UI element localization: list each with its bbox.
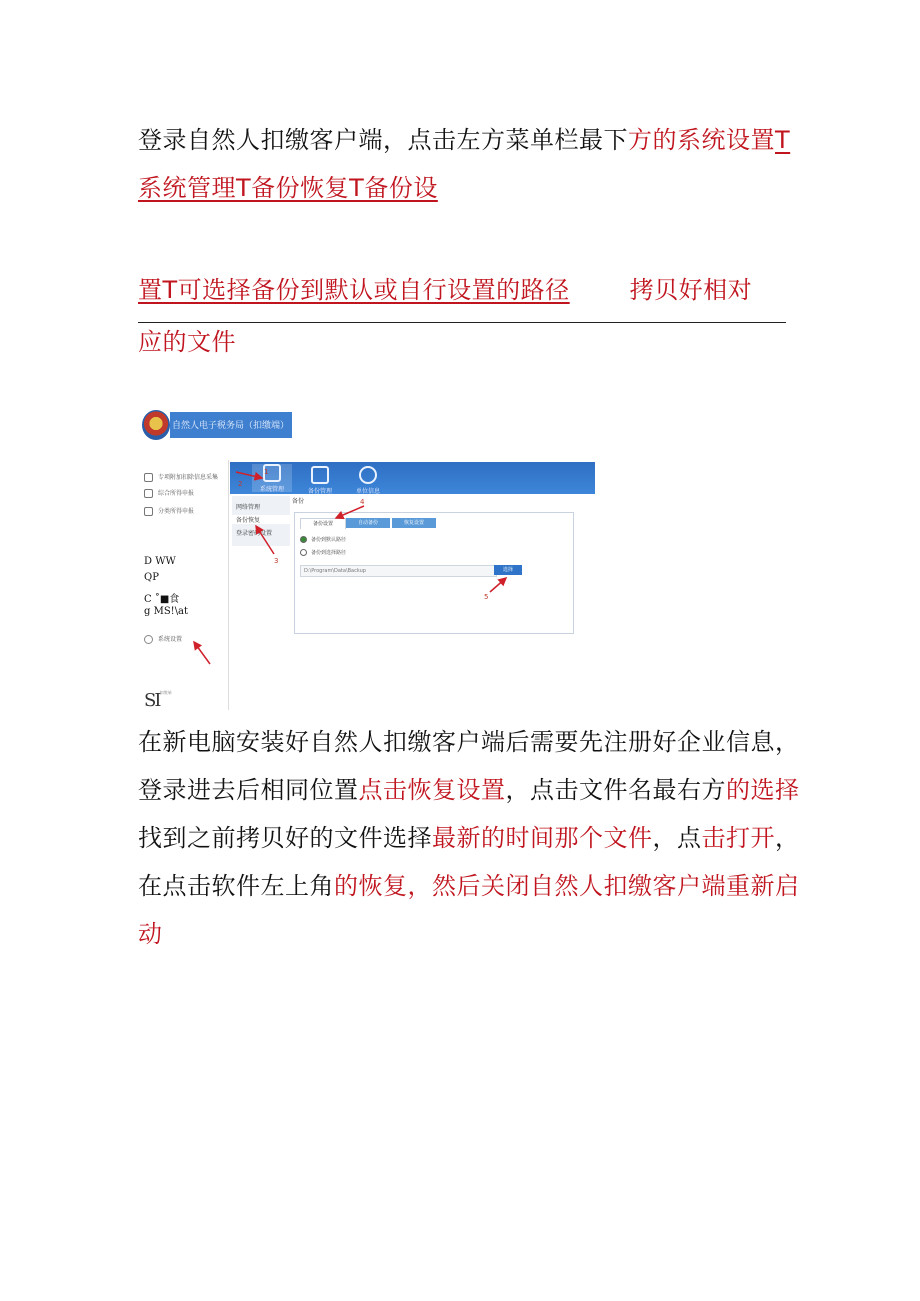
- step-number: 2: [238, 480, 243, 488]
- system-settings-item[interactable]: 系统设置: [144, 634, 182, 644]
- nav-unit-info[interactable]: 单位信息: [348, 466, 388, 495]
- step-number: 3: [274, 557, 279, 565]
- app-title: 自然人电子税务局（扣缴端）: [172, 421, 290, 431]
- step-number: 4: [360, 498, 365, 506]
- garbled-fragment: C ˚■食: [144, 594, 180, 605]
- left-menu-item[interactable]: 分类所得申报: [144, 506, 194, 516]
- backup-path-input[interactable]: D:\Program\Data\Backup: [300, 565, 497, 577]
- paragraph-2-line2: 应的文件: [138, 328, 236, 356]
- p2-red-tail: 拷贝好相对: [629, 276, 753, 304]
- choose-button[interactable]: 选择: [494, 565, 522, 575]
- p1-black: 登录自然人扣缴客户端，点击左方菜单栏最下: [138, 126, 628, 154]
- tab-backup-settings[interactable]: 备份设置: [300, 518, 346, 529]
- left-menu-item[interactable]: 专项附加扣除信息采集: [144, 472, 218, 482]
- paragraph-2: [138, 266, 798, 314]
- tab-auto-backup[interactable]: 自动备份: [346, 518, 390, 528]
- left-menu-item[interactable]: 综合所得申报: [144, 488, 194, 498]
- nav-system-management[interactable]: 系统管理: [252, 464, 292, 492]
- p1-red: 方的系统设置: [628, 126, 775, 154]
- p1-red-underlined: T系统管理T备份恢复T备份设: [138, 126, 791, 202]
- p2-red-underlined: 置T可选择备份到默认或自行设置的路径: [138, 276, 570, 304]
- step-number: 1: [264, 468, 269, 476]
- sub-item-network[interactable]: 网络管理: [236, 504, 261, 511]
- breadcrumb: 备份: [292, 498, 305, 505]
- radio-default-path[interactable]: 备份到默认路径: [300, 536, 346, 543]
- bottom-logo: $SI^{扣缴端}$: [144, 690, 172, 711]
- nav-backup-management[interactable]: 备份管理: [300, 466, 340, 495]
- sub-item-backup-restore[interactable]: 备份恢复: [232, 515, 290, 524]
- step-number: 5: [484, 593, 489, 601]
- garbled-fragment: QP: [144, 572, 159, 583]
- paragraph-1: [138, 116, 798, 212]
- sub-item-password[interactable]: 登录密码设置: [236, 530, 273, 537]
- garbled-fragment: g MS!\at: [144, 606, 189, 617]
- garbled-fragment: D WW: [144, 556, 176, 567]
- tab-restore-settings[interactable]: 恢复设置: [392, 518, 436, 528]
- paragraph-3: 在新电脑安装好自然人扣缴客户端后需要先注册好企业信息，登录进去后相同位置点击恢复设置，点击文件名最右方的选择找到之前拷贝好的文件选择最新的时间那个文件，点击打开，在点击软件左上角的恢复，然后关闭自然人扣缴客户端重新启动: [138, 728, 800, 948]
- annotation-arrows: [140, 402, 600, 712]
- embedded-screenshot: [140, 402, 600, 712]
- radio-custom-path[interactable]: 备份到选择路径: [300, 549, 346, 556]
